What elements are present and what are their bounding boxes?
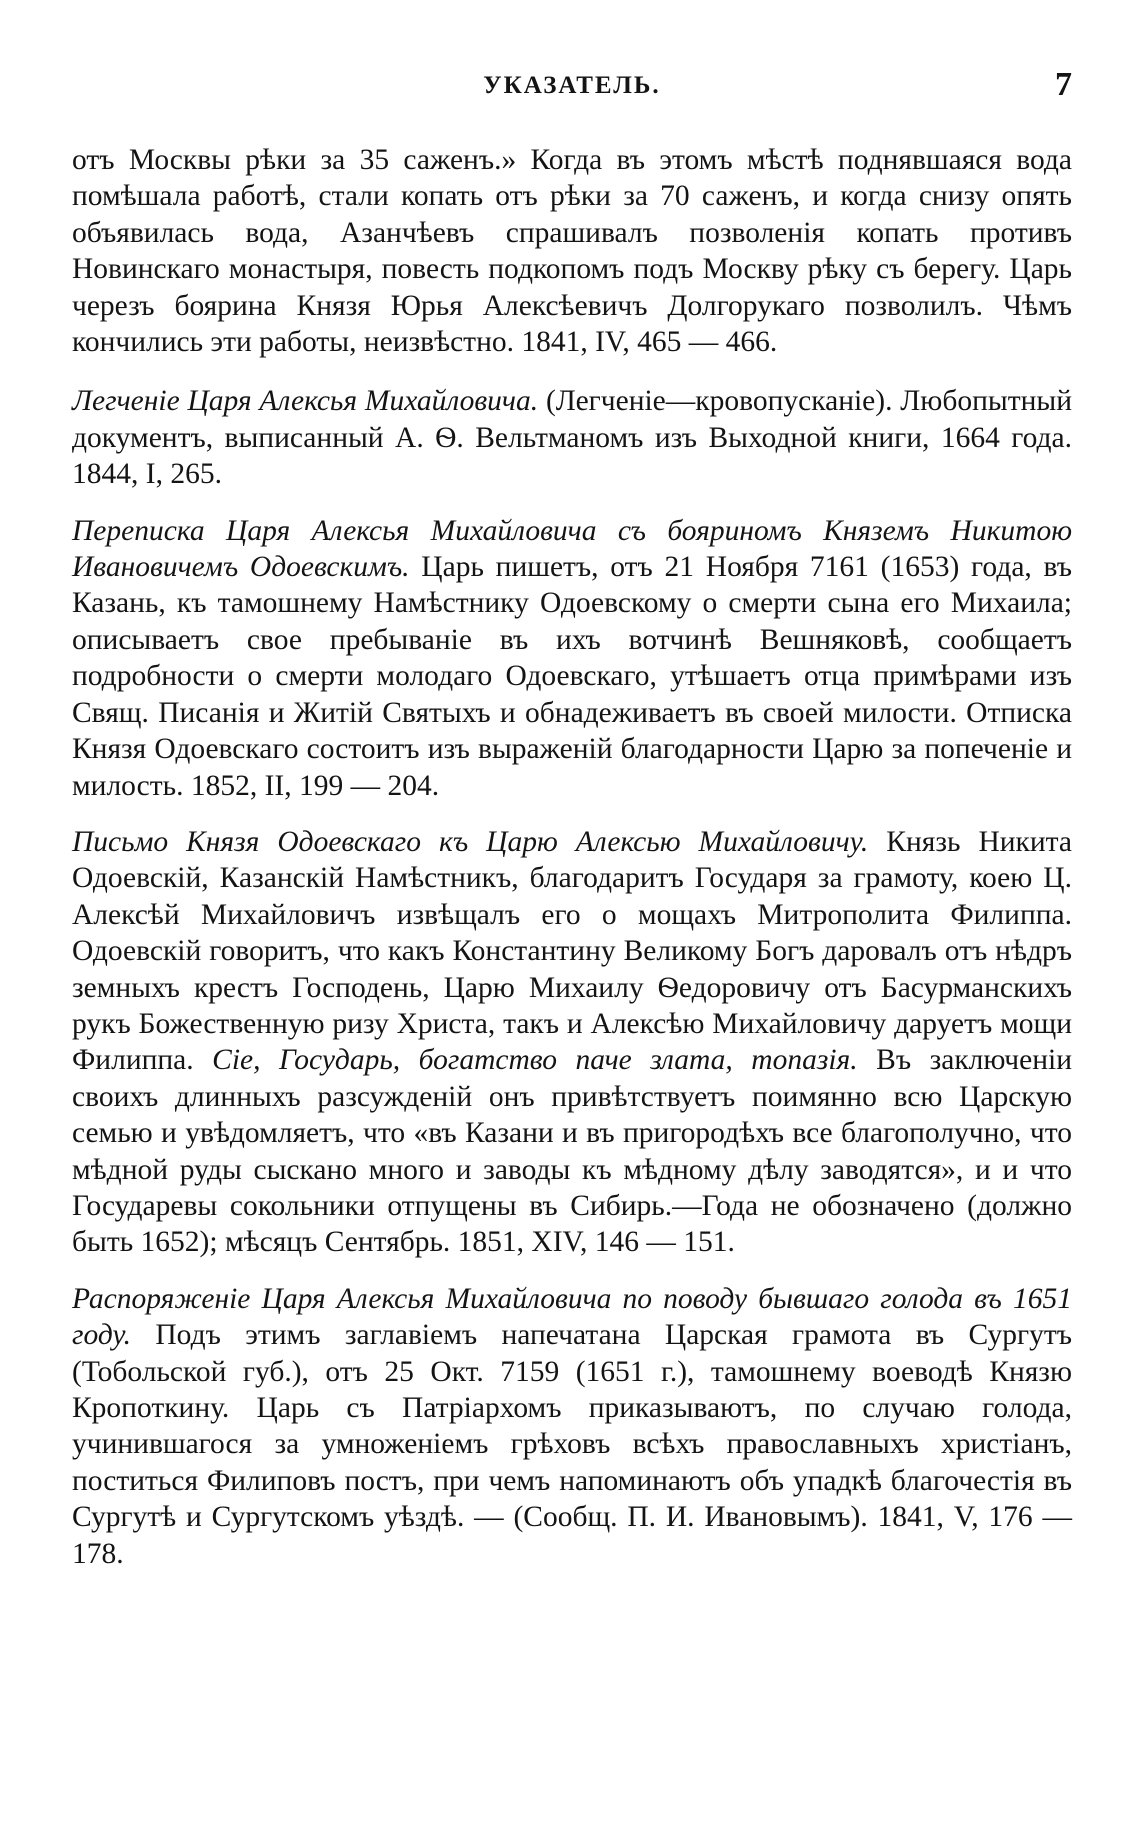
entry-title: Переписка Царя Алексья Михайловича съ бояриномъ Княземъ Никитою Ивановичемъ Одоевскимъ. <box>72 514 1072 584</box>
entry-text-after: Въ заключеніи своихъ длинныхъ разсужденій онъ привѣтствуетъ поимянно всю Царскую семью и увѣдомляетъ, что «въ Казани и въ пригородѣхъ все благополучно, что мѣдной руды сыскано много и заводы къ мѣдному дѣлу заводятся», и и что Государевы сокольники отпущены въ Сибирь.—Года не обозначено (должно быть 1652); мѣсяцъ Сентябрь. 1851, XIV, 146 — 151. <box>72 1044 1072 1259</box>
page-number: 7 <box>1055 66 1072 103</box>
entry-text: Царь пишетъ, отъ 21 Ноября 7161 (1653) года, въ Казань, къ тамошнему Намѣстнику Одоевскому о смерти сына его Михаила; описываетъ свое пребываніе въ ихъ вотчинѣ Вешняковѣ, сообщаетъ подробности о смерти молодаго Одоевскаго, утѣшаетъ отца примѣрами изъ Свящ. Писанія и Житій Святыхъ и обнадеживаетъ въ своей милости. Отписка Князя Одоевскаго состоитъ изъ выраженій благодарности Царю за попеченіе и милость. 1852, II, 199 — 204. <box>72 551 1072 802</box>
index-entry <box>72 1281 1072 1572</box>
index-entry <box>72 513 1072 804</box>
entry-text: Подъ этимъ заглавіемъ напечатана Царская грамота въ Сургутъ (Тобольской губ.), отъ 25 Окт. 7159 (1651 г.), тамошнему воеводѣ Князю Кропоткину. Царь съ Патріархомъ приказываютъ, по случаю голода, учинившагося за умноженіемъ грѣховъ всѣхъ православныхъ христіанъ, поститься Филиповъ постъ, при чемъ напоминаютъ объ упадкѣ благочестія въ Сургутѣ и Сургутскомъ уѣздѣ. — (Сообщ. П. И. Ивановымъ). 1841, V, 176 — 178. <box>72 1319 1072 1570</box>
entry-quote: Сіе, Государь, богатство паче злата, топазія. <box>212 1044 858 1077</box>
entry-title: Письмо Князя Одоевскаго къ Царю Алексью Михайловичу. <box>72 825 869 858</box>
entry-title: Легченіе Царя Алексья Михайловича. <box>72 385 539 418</box>
entry-text: отъ Москвы рѣки за 35 саженъ.» Когда въ этомъ мѣстѣ поднявшаяся вода помѣшала работѣ, стали копать отъ рѣки за 70 саженъ, и когда снизу опять объявилась вода, Азанчѣевъ спрашивалъ позволенія копать противъ Новинскаго монастыря, повесть подкопомъ подъ Москву рѣку съ берегу. Царь черезъ боярина Князя Юрья Алексѣевичъ Долгорукаго позволилъ. Чѣмъ кончились эти работы, неизвѣстно. 1841, IV, 465 — 466. <box>72 144 1072 359</box>
index-entry <box>72 824 1072 1261</box>
index-entries <box>72 142 1072 1592</box>
index-entry <box>72 142 1072 360</box>
running-title: УКАЗАТЕЛЬ. <box>483 72 661 99</box>
page-header <box>72 66 1072 112</box>
entry-title: Распоряженіе Царя Алексья Михайловича по поводу бывшаго голода въ 1651 году. <box>72 1282 1072 1352</box>
index-entry <box>72 383 1072 492</box>
entry-text: Князь Никита Одоевскій, Казанскій Намѣстникъ, благодаритъ Государя за грамоту, коею Ц. Алексѣй Михайловичъ извѣщалъ его о мощахъ Митрополита Филиппа. Одоевскій говоритъ, что какъ Константину Великому Богъ даровалъ отъ нѣдръ земныхъ крестъ Господень, Царю Михаилу Ѳедоровичу отъ Басурманскихъ рукъ Божественную ризу Христа, такъ и Алексѣю Михайловичу даруетъ мощи Филиппа. <box>72 825 1073 1077</box>
entry-text: (Легченіе—кровопусканіе). Любопытный документъ, выписанный А. Ѳ. Вельтманомъ изъ Выходной книги, 1664 года. 1844, I, 265. <box>72 385 1072 491</box>
